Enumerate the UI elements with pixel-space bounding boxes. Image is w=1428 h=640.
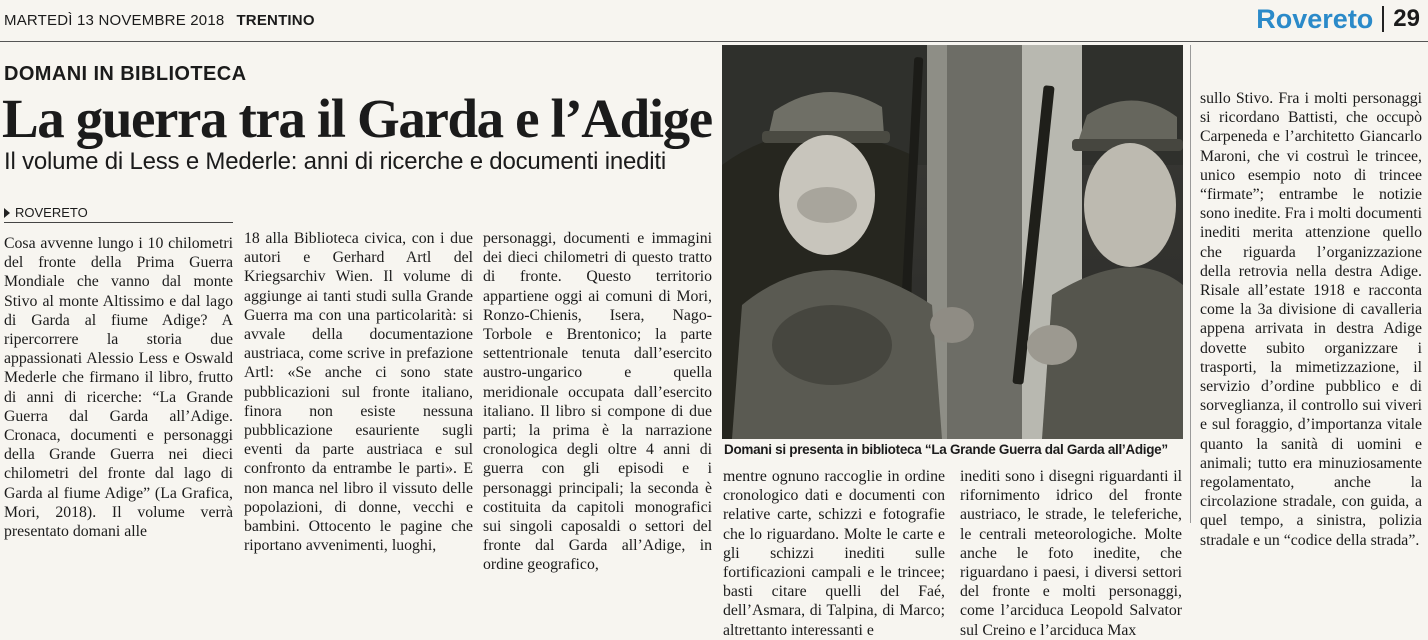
column-1-text: Cosa avvenne lungo i 10 chilometri del fronte della Prima Guerra Mondiale che vanno dal monte Stivo al monte Altissimo e dal lago di Garda al fiume Adige? A ripercorrere la storia due appassionati Alessio Less e Oswald Mederle che firmano il libro, frutto di anni di ricerche: “La Grande Guerra dal Garda all’Adige. Cronaca, documenti e personaggi della Grande Guerra nei dieci chilometri del fronte dal lago di Garda al fiume Adige” (La Grafica, Mori, 2018). Il volume verrà presentato domani alle [4, 235, 233, 541]
article-column-3 [483, 229, 712, 574]
article-column-2 [244, 229, 473, 555]
issue-date: MARTEDÌ 13 NOVEMBRE 2018 [4, 12, 225, 29]
city-section: Rovereto [1256, 3, 1374, 34]
triangle-marker-icon [4, 208, 10, 218]
page-number: 29 [1393, 5, 1420, 32]
page-header-right [1256, 4, 1420, 34]
article-kicker: DOMANI IN BIBLIOTECA [4, 63, 247, 85]
page-header-left [4, 12, 315, 29]
column-divider [1190, 45, 1191, 523]
column-5-text: inediti sono i disegni riguardanti il rifornimento idrico del fronte austriaco, le strade, le teleferiche, le centrali meteorologiche. Molte anche le foto inedite, che riguardano i paesi, i diversi settori del fronte e molti personaggi, come l’arciduca Leopold Salvator sul Creino e l’arciduca Max [960, 468, 1182, 639]
photo-illustration [722, 45, 1183, 439]
dateline-text: ROVERETO [15, 205, 88, 220]
photo-caption: Domani si presenta in biblioteca “La Grande Guerra dal Garda all’Adige” [724, 442, 1168, 457]
article-column-5 [960, 467, 1182, 639]
article-column-4 [723, 467, 945, 639]
column-4-text: mentre ognuno raccoglie in ordine cronologico dati e documenti con relative carte, schizzi e fotografie che lo riguardano. Molte le carte e gli schizzi inediti sulle fortificazioni campali e le trincee; basti citare quelli del Faé, dell’Asmara, di Talpina, di Marco; altrettanto interessanti e [723, 468, 945, 639]
article-column-6 [1200, 89, 1423, 549]
section-name: TRENTINO [236, 12, 315, 29]
dateline-rule [4, 222, 233, 223]
header-divider [1382, 6, 1384, 32]
header-rule [0, 41, 1428, 42]
article-subtitle: Il volume di Less e Mederle: anni di ricerche e documenti inediti [4, 148, 667, 175]
column-2-text: 18 alla Biblioteca civica, con i due autori e Gerhard Artl del Kriegsarchiv Wien. Il volume di aggiunge ai tanti studi sulla Grande Guerra ma con una particolarità: si avvale della documentazione austriaca, come scrive in prefazione Artl: «Se anche ci sono state pubblicazioni sul fronte italiano, finora non esiste nessuna pubblicazione esauriente sugli eventi da parte austriaca e sul confronto da entrambe le parti». E non manca nel libro il vissuto delle popolazioni, di donne, vecchi e bambini. Ottocento le pagine che riportano avvenimenti, luoghi, [244, 230, 473, 555]
soldiers-photo [722, 45, 1183, 439]
dateline [4, 205, 233, 220]
article-column-1 [4, 234, 233, 541]
column-3-text: personaggi, documenti e immagini dei dieci chilometri di questo tratto di fronte. Questo territorio appartiene oggi ai comuni di Mori, Ronzo-Chienis, Isera, Nago-Torbole e Brentonico; la parte settentrionale tenuta dall’esercito austro-ungarico e quella meridionale occupata dall’esercito italiano. Il libro si compone di due parti; la prima è la narrazione cronologica degli oltre 4 anni di guerra con gli episodi e i personaggi principali; la seconda è costituita da capitoli monografici sui singoli caposaldi o settori del fronte dal Garda all’Adige, in ordine geografico, [483, 230, 712, 574]
column-6-text: sullo Stivo. Fra i molti personaggi si ricordano Battisti, che occupò Carpeneda e l’architetto Giancarlo Maroni, che vi costruì le trincee, unico esempio noto di trincee “firmate”; entrambe le notizie sono inedite. Fra i molti documenti inediti merita attenzione quello che riguarda l’organizzazione della retrovia nella destra Adige. Risale all’estate 1918 e racconta come la 3a divisione di cavalleria appena arrivata in destra Adige dovette subito organizzare i trasporti, la mimetizzazione, il servizio d’ordine pubblico e di sorveglianza, il controllo sui viveri e sul foraggio, d’importanza vitale quanto la sanità di uomini e animali; tutto era minuziosamente regolamentato, anche la circolazione stradale, con guida, a quel tempo, a sinistra, polizia stradale e un “codice della strada”. [1200, 90, 1423, 549]
article-title: La guerra tra il Garda e l’Adige [2, 88, 712, 149]
